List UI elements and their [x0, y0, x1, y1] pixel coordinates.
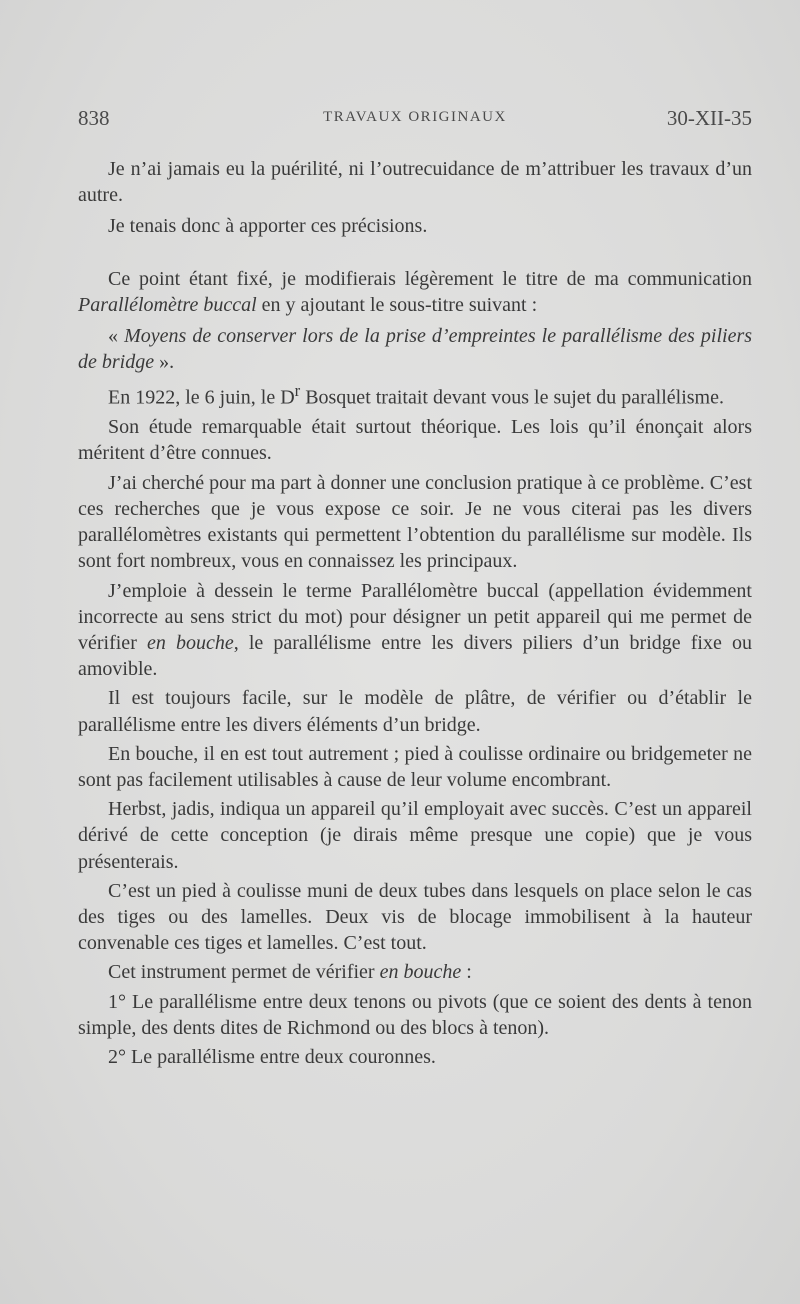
page-header: [78, 106, 752, 136]
issue-date: 30-XII-35: [666, 106, 752, 130]
paragraph: Herbst, jadis, indiqua un appareil qu’il employait avec succès. C’est un appareil dérivé de cette conception (je dirais même presque une copie) que je vous présenterais.: [78, 798, 752, 873]
text-run: Bosquet traitait devant vous le sujet du parallélisme.: [300, 387, 724, 410]
paragraph: Son étude remarquable était surtout théorique. Les lois qu’il énonçait alors méritent d’être connues.: [78, 416, 752, 465]
italic-title: Parallélomètre buccal: [78, 293, 257, 316]
text-run: , le parallélisme entre les divers piliers d’un bridge fixe ou amovible.: [78, 631, 752, 681]
text-run: «: [108, 325, 125, 348]
running-title: TRAVAUX ORIGINAUX: [323, 109, 507, 125]
list-item: 1° Le parallélisme entre deux tenons ou pivots (que ce soient des dents à tenon simple, des dents dites de Richmond ou des blocs à tenon).: [78, 990, 752, 1039]
paragraph: En bouche, il en est tout autrement ; pied à coulisse ordinaire ou bridgemeter ne sont pas facilement utilisables à cause de leur volume encombrant.: [78, 742, 752, 791]
text-run: ».: [154, 351, 175, 374]
text-run: Cet instrument permet de vérifier: [108, 961, 380, 984]
subtitle-paragraph: [78, 323, 752, 375]
paragraph: [78, 959, 752, 985]
paragraph: Je tenais donc à apporter ces précisions.: [108, 215, 428, 238]
text-run: :: [461, 961, 472, 984]
italic-phrase: en bouche: [146, 631, 234, 654]
paragraph: J’ai cherché pour ma part à donner une conclusion pratique à ce problème. C’est ces recherches que je vous expose ce soir. Je ne vous citerai pas les divers parallélomètres existants qui permettent l’obtention du parallélisme sur modèle. Ils sont fort nombreux, vous en connaissez les principaux.: [78, 471, 752, 573]
text-run: En 1922, le 6 juin, le D: [108, 387, 295, 410]
paragraph: [78, 266, 752, 318]
paragraph: [78, 578, 752, 683]
superscript: r: [294, 381, 301, 401]
italic-phrase: en bouche: [379, 961, 462, 984]
text-run: Ce point étant fixé, je modifierais légèrement le titre de ma communication: [108, 267, 752, 290]
paragraph: Il est toujours facile, sur le modèle de plâtre, de vérifier ou d’établir le parallélisme entre les divers éléments d’un bridge.: [78, 687, 752, 736]
article-body: [78, 156, 752, 1070]
paragraph: Je n’ai jamais eu la puérilité, ni l’outrecuidance de m’attribuer les travaux d’un autre.: [78, 158, 752, 207]
paragraph: [78, 378, 752, 411]
list-item: 2° Le parallélisme entre deux couronnes.: [108, 1045, 436, 1068]
page-number: 838: [78, 106, 110, 130]
italic-subtitle: Moyens de conserver lors de la prise d’empreintes le parallélisme des piliers de bridge: [78, 325, 753, 374]
text-run: J’emploie à dessein le terme Parallélomètre buccal (appellation évidemment incorrecte au sens strict du mot) pour désigner un petit appareil qui me permet de vérifier: [78, 579, 752, 654]
text-run: en y ajoutant le sous-titre suivant :: [256, 293, 538, 316]
paragraph: C’est un pied à coulisse muni de deux tubes dans lesquels on place selon le cas des tiges ou des lamelles. Deux vis de blocage immobilisent à la hauteur convenable ces tiges et lamelles. C’est tout.: [78, 879, 752, 955]
